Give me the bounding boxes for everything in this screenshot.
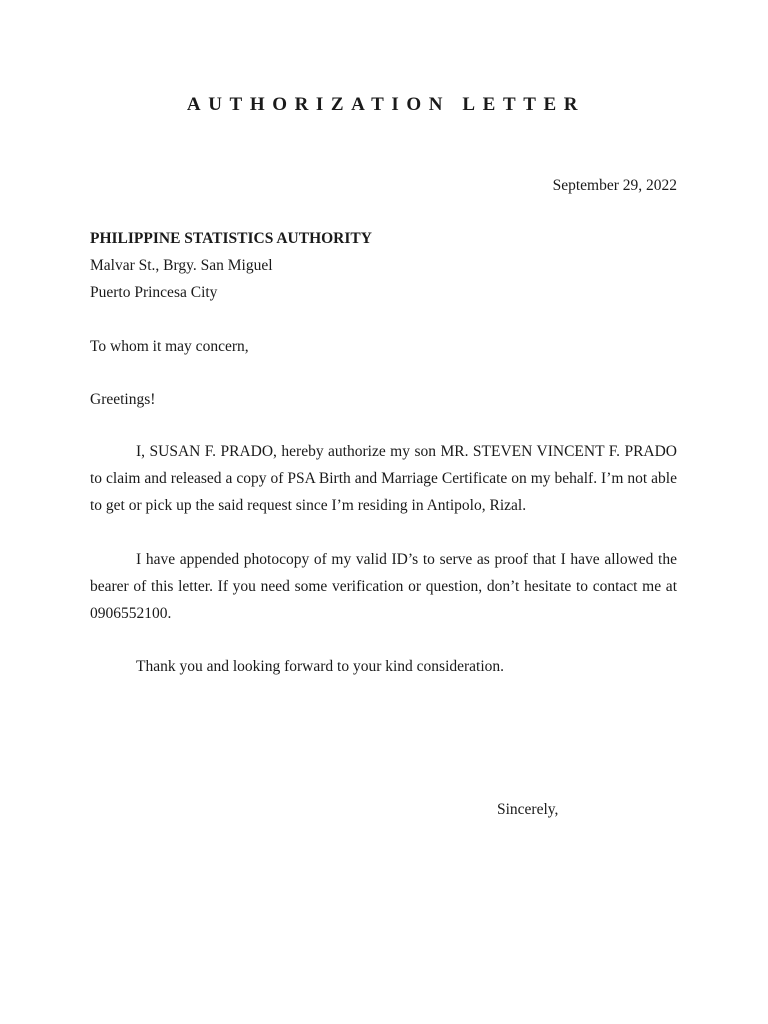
body-paragraph-2 xyxy=(90,547,677,627)
letter-title: AUTHORIZATION LETTER xyxy=(186,94,586,115)
recipient-organization: PHILIPPINE STATISTICS AUTHORITY xyxy=(90,230,372,247)
greeting: Greetings! xyxy=(90,391,156,408)
body-paragraph-1 xyxy=(90,439,677,519)
salutation: To whom it may concern, xyxy=(90,338,249,355)
body-paragraph-text: Thank you and looking forward to your kind consideration. xyxy=(136,658,505,675)
recipient-address-line2: Puerto Princesa City xyxy=(90,284,218,301)
body-paragraph-3 xyxy=(90,654,677,681)
body-paragraph-text: I, SUSAN F. PRADO, hereby authorize my son MR. STEVEN VINCENT F. PRADO to claim and released a copy of PSA Birth and Marriage Certificate on my behalf. I’m not able to get or pick up the said request since I’m residing in Antipolo, Rizal. xyxy=(90,443,677,514)
body-paragraph-text: I have appended photocopy of my valid ID’s to serve as proof that I have allowed the bearer of this letter. If you need some verification or question, don’t hesitate to contact me at 0906552100. xyxy=(90,551,677,622)
letter-date: September 29, 2022 xyxy=(552,177,677,194)
closing: Sincerely, xyxy=(497,801,559,818)
recipient-address-line1: Malvar St., Brgy. San Miguel xyxy=(90,257,273,274)
